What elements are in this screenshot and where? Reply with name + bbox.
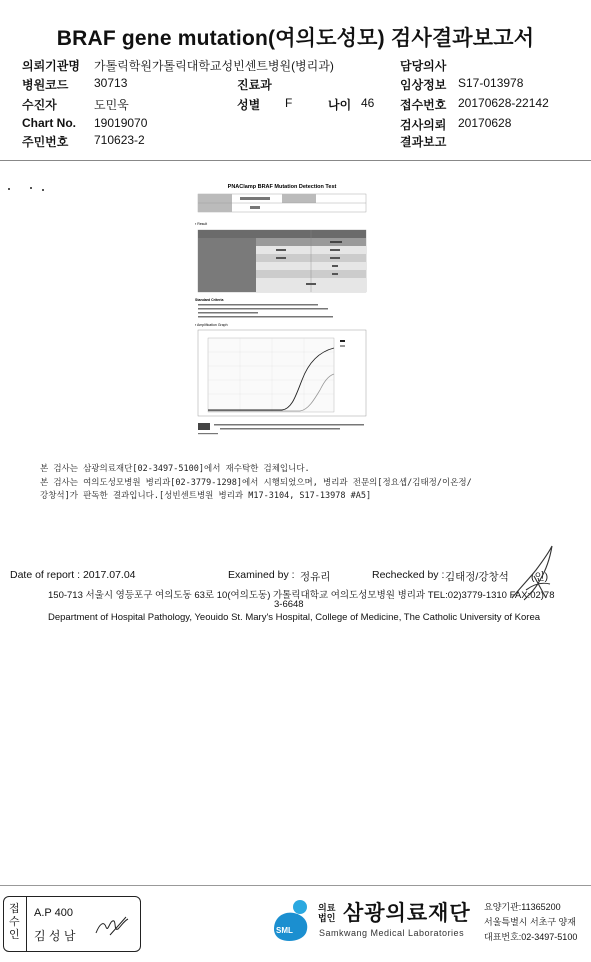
note-line-1: 본 검사는 삼광의료재단[02-3497-5100]에서 재수탁한 검체입니다. (40, 464, 310, 474)
patient-value: 도민욱 (94, 98, 129, 112)
institution-label: 의뢰기관명 (22, 59, 80, 73)
embedded-lab-report (190, 180, 375, 448)
scan-graph-heading: ▪ Amplification Graph (195, 323, 228, 327)
address-line-1: 150-713 서울시 영등포구 여의도동 63로 10(여의도동) 가톨릭대학교 여의도성모병원 병리과 TEL:02)3779-1310 FAX:02)78 (48, 590, 555, 601)
age-label: 나이 (328, 98, 352, 112)
receipt-label: 접수번호 (400, 98, 447, 112)
scan-title: PNAClamp BRAF Mutation Detection Test (227, 184, 337, 190)
sml-logo-text: SML (276, 926, 293, 935)
department-english: Department of Hospital Pathology, Yeouido St. Mary's Hospital, College of Medicine, The Catholic University of Korea (48, 612, 541, 623)
company-name-english: Samkwang Medical Laboratories (319, 928, 465, 938)
patient-label: 수진자 (22, 98, 57, 112)
sml-logo-icon (270, 899, 316, 945)
sex-value: F (285, 96, 293, 110)
id-value: 710623-2 (94, 133, 145, 147)
date-of-report: Date of report : 2017.07.04 (10, 569, 136, 581)
receipt-value: 20170628-22142 (458, 96, 549, 110)
footer-divider (0, 885, 591, 886)
scan-speck (8, 188, 10, 190)
hospital-code-label: 병원코드 (22, 78, 69, 92)
doctor-label: 담당의사 (400, 59, 447, 73)
chart-value: 19019070 (94, 116, 148, 130)
ap-label: A.P 400 (34, 907, 73, 919)
chart-label: Chart No. (22, 116, 76, 130)
header-divider (0, 160, 591, 161)
reception-stamp-box (3, 896, 141, 952)
request-label: 검사의뢰 (400, 118, 447, 132)
rechecked-by-label: Rechecked by : (372, 569, 445, 581)
scan-footer (198, 423, 364, 434)
scan-info-table (198, 194, 366, 212)
id-label: 주민번호 (22, 135, 69, 149)
scan-result-heading: ▪ Result (195, 222, 208, 226)
result-label: 결과보고 (400, 135, 447, 149)
seal-mark: (인) (531, 571, 549, 583)
request-value: 20170628 (458, 116, 512, 130)
company-phone: 대표번호:02-3497-5100 (484, 932, 578, 942)
report-title: BRAF gene mutation(여의도성모) 검사결과보고서 (56, 27, 535, 50)
clinical-info-value: S17-013978 (458, 76, 524, 90)
scan-criteria-heading: Standard Criteria (195, 298, 224, 302)
note-line-2: 본 검사는 여의도성모병원 병리과[02-3779-1298]에서 시행되었으며, 병리과 전문의[정요셉/김태정/이온정/ (40, 478, 472, 488)
age-value: 46 (361, 96, 375, 110)
clinical-info-label: 임상정보 (400, 78, 447, 92)
sex-label: 성별 (237, 98, 261, 112)
sml-logo (270, 899, 316, 945)
examined-by-value: 정유리 (300, 571, 331, 583)
company-address: 서울특별시 서초구 양재 (484, 917, 576, 927)
scan-amplification-graph (198, 330, 366, 416)
department-label: 진료과 (237, 78, 272, 92)
institution-value: 가톨릭학원가톨릭대학교성빈센트병원(병리과) (94, 59, 334, 73)
corp-label-bottom: 법인 (318, 913, 336, 923)
scan-result-table (198, 230, 366, 292)
reception-label-cell (4, 897, 27, 951)
company-name-korean: 삼광의료재단 (343, 902, 471, 925)
address-line-2: 3-6648 (274, 599, 304, 610)
corp-label (318, 903, 335, 923)
examined-by-label: Examined by : (228, 569, 295, 581)
rechecked-by-value: 김태정/강창석 (445, 571, 509, 583)
hospital-code-value: 30713 (94, 76, 128, 90)
receiver-name: 김 성 남 (34, 929, 76, 943)
corp-label-top: 의료 (318, 903, 336, 913)
reception-label: 접수인 (9, 903, 20, 941)
receiver-signature (92, 913, 132, 941)
scan-speck (42, 189, 44, 191)
scan-speck (30, 187, 32, 189)
note-line-3: 강창석]가 판독한 결과입니다.[성빈센트병원 병리과 M17-3104, S17-13978 #A5] (40, 491, 372, 501)
care-institution-number: 요양기관:11365200 (484, 902, 561, 912)
scan-criteria-text (198, 304, 333, 318)
